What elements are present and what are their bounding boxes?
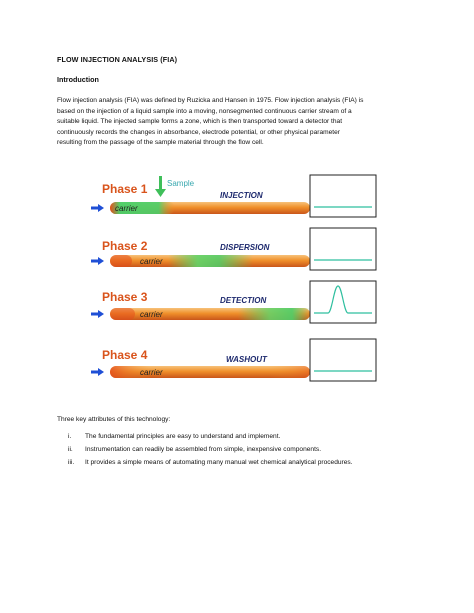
intro-paragraph (57, 96, 427, 149)
detector-window (310, 339, 376, 381)
phase-3-row (91, 281, 376, 323)
list-number: ii. (68, 446, 73, 453)
carrier-front (110, 308, 135, 320)
phase-label: Phase 2 (102, 239, 148, 253)
stage-label: INJECTION (220, 191, 263, 200)
flow-arrow-icon (91, 368, 104, 376)
detector-window (310, 175, 376, 217)
list-text: It provides a simple means of automating many manual wet chemical analytical procedures. (85, 459, 353, 466)
list-number: i. (68, 433, 72, 440)
stage-label: WASHOUT (226, 355, 267, 364)
paragraph-line: Flow injection analysis (FIA) was defined by Ruzicka and Hansen in 1975. Flow injection analysis (FIA) is (57, 97, 364, 104)
list-item (57, 445, 447, 458)
flow-arrow-icon (91, 204, 104, 212)
phase-label: Phase 1 (102, 182, 148, 196)
flow-arrow-icon (91, 257, 104, 265)
document-title: FLOW INJECTION ANALYSIS (FIA) (57, 55, 178, 64)
detector-window (310, 228, 376, 270)
paragraph-line: continuously records the changes in absorbance, electrode potential, or other physical parameter (57, 128, 340, 136)
list-text: The fundamental principles are easy to understand and implement. (85, 433, 281, 440)
carrier-label: carrier (140, 368, 163, 377)
phase-4-row (91, 339, 376, 381)
sample-arrow-icon (155, 176, 166, 197)
list-number: iii. (68, 459, 75, 466)
attributes-intro: Three key attributes of this technology: (57, 416, 171, 423)
sample-label: Sample (167, 179, 195, 188)
list-item (57, 432, 447, 445)
paragraph-line: resulting from the passage of the sample material through the flow cell. (57, 139, 264, 147)
carrier-label: carrier (140, 310, 163, 319)
attributes-list (57, 432, 447, 471)
carrier-front (110, 255, 132, 267)
carrier-label: carrier (115, 204, 138, 213)
phase-label: Phase 3 (102, 290, 148, 304)
phase-1-row (91, 175, 376, 217)
section-heading: Introduction (57, 75, 99, 84)
sample-zone (238, 308, 310, 320)
paragraph-line: based on the injection of a liquid sample into a moving, nonsegmented continuous carrier stream of a (57, 107, 352, 115)
sample-zone (168, 255, 253, 267)
list-item (57, 458, 447, 471)
phase-2-row (91, 228, 376, 270)
carrier-label: carrier (140, 257, 163, 266)
flow-arrow-icon (91, 310, 104, 318)
fia-diagram (88, 170, 388, 395)
list-text: Instrumentation can readily be assembled from simple, inexpensive components. (85, 446, 322, 453)
paragraph-line: suitable liquid. The injected sample forms a zone, which is then transported toward a detector that (57, 118, 343, 126)
stage-label: DISPERSION (220, 243, 270, 252)
phase-label: Phase 4 (102, 348, 148, 362)
stage-label: DETECTION (220, 296, 267, 305)
fia-phases-figure (88, 170, 388, 395)
